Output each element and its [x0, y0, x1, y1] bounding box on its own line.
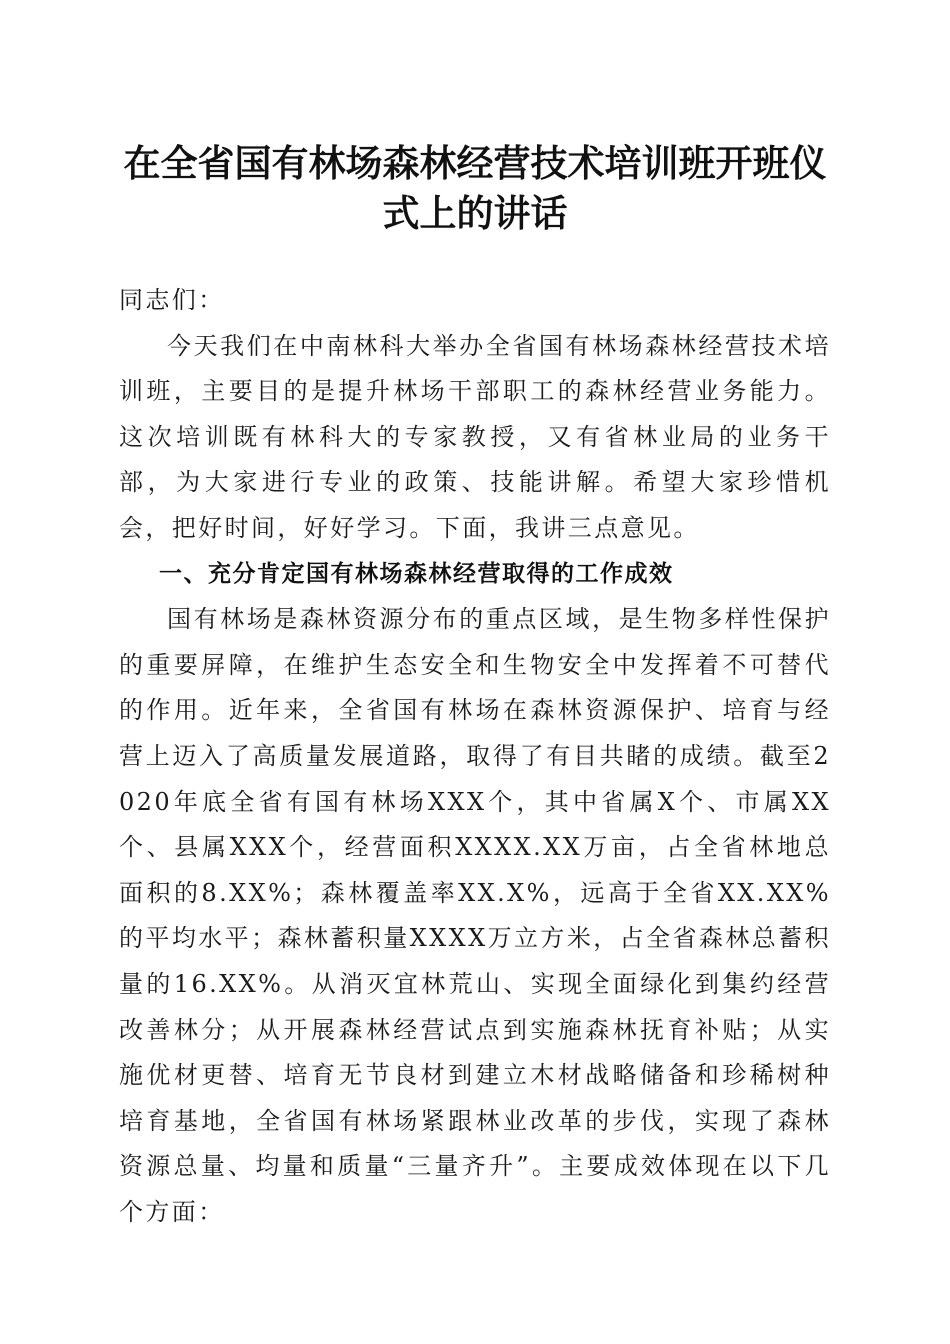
section-1-paragraph: 国有林场是森林资源分布的重点区域，是生物多样性保护的重要屏障，在维护生态安全和生物安全中发挥着不可替代的作用。近年来，全省国有林场在森林资源保护、培育与经营上迈入了高质量发展道路，取得了有目共睹的成绩。截至2020年底全省有国有林场XXX个，其中省属X个、市属XX个、县属XXX个，经营面积XXXX.XX万亩，占全省林地总面积的8.XX%；森林覆盖率XX.X%，远高于全省XX.XX%的平均水平；森林蓄积量XXXX万立方米，占全省森林总蓄积量的16.XX%。从消灭宜林荒山、实现全面绿化到集约经营改善林分；从开展森林经营试点到实施森林抚育补贴；从实施优材更替、培育无节良材到建立木材战略储备和珍稀树种培育基地，全省国有林场紧跟林业改革的步伐，实现了森林资源总量、均量和质量“三量齐升”。主要成效体现在以下几个方面： — [119, 605, 831, 1226]
salutation: 同志们： — [119, 286, 225, 314]
document-body — [119, 278, 831, 1235]
intro-paragraph: 今天我们在中南林科大举办全省国有林场森林经营技术培训班，主要目的是提升林场干部职工的森林经营业务能力。这次培训既有林科大的专家教授，又有省林业局的业务干部，为大家进行专业的政策、技能讲解。希望大家珍惜机会，把好时间，好好学习。下面，我讲三点意见。 — [119, 331, 831, 542]
document-title: 在全省国有林场森林经营技术培训班开班仪式上的讲话 — [123, 141, 827, 235]
section-1-heading: 一、充分肯定国有林场森林经营取得的工作成效 — [159, 560, 674, 587]
